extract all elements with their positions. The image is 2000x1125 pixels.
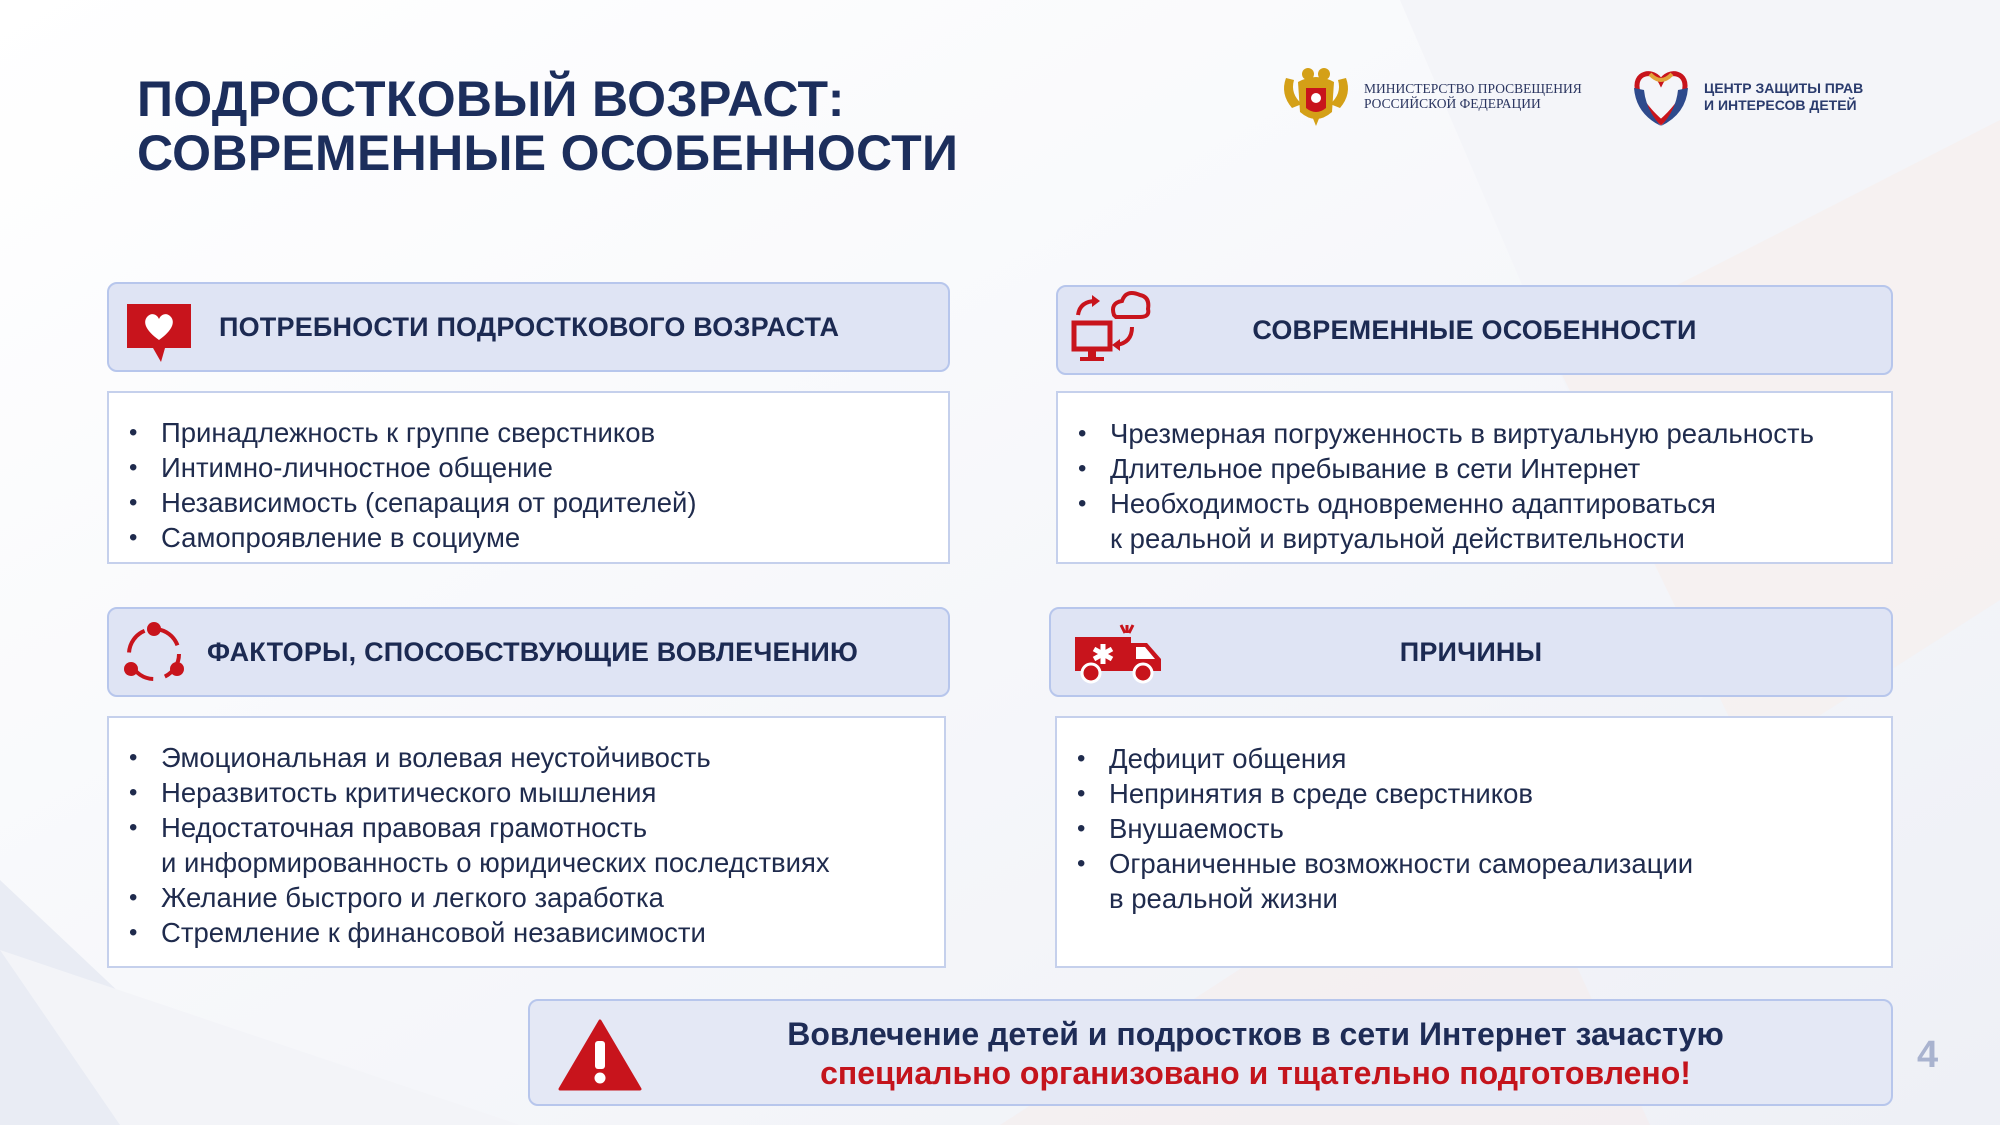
list-item-text: Самопроявление в социуме — [161, 522, 521, 553]
factors-panel-header — [107, 607, 950, 697]
banner-line-1: Вовлечение детей и подростков в сети Интернет зачастую — [787, 1016, 1724, 1052]
list-item-text-cont: и информированность о юридических последствиях — [161, 847, 830, 878]
bullet: • — [1078, 420, 1087, 447]
modern-list — [1058, 416, 1891, 556]
list-item — [1057, 846, 1891, 916]
bullet: • — [129, 814, 138, 841]
factors-heading: ФАКТОРЫ, СПОСОБСТВУЮЩИЕ ВОВЛЕЧЕНИЮ — [207, 636, 859, 667]
ministry-line-2: РОССИЙСКОЙ ФЕДЕРАЦИИ — [1364, 96, 1541, 111]
list-item — [109, 775, 944, 810]
hands-heart-icon — [1628, 64, 1694, 130]
list-item-text: Необходимость одновременно адаптироваться — [1110, 488, 1716, 519]
title-line-2: СОВРЕМЕННЫЕ ОСОБЕННОСТИ — [137, 125, 959, 181]
bullet: • — [129, 524, 138, 551]
list-item — [109, 485, 948, 520]
bullet: • — [1077, 815, 1086, 842]
list-item — [1057, 741, 1891, 776]
list-item-text: Эмоциональная и волевая неустойчивость — [161, 742, 711, 773]
reasons-heading: ПРИЧИНЫ — [1399, 636, 1543, 667]
needs-panel-body — [107, 391, 950, 564]
list-item-text: Принадлежность к группе сверстников — [161, 417, 656, 448]
bullet: • — [129, 454, 138, 481]
bullet: • — [1078, 490, 1087, 517]
needs-heading: ПОТРЕБНОСТИ ПОДРОСТКОВОГО ВОЗРАСТА — [219, 311, 840, 342]
reasons-panel-body — [1055, 716, 1893, 968]
bullet: • — [129, 419, 138, 446]
bullet: • — [1077, 850, 1086, 877]
list-item-text: Ограниченные возможности самореализации — [1109, 848, 1694, 879]
ministry-logo-text — [1364, 81, 1582, 111]
list-item-text-cont: в реальной жизни — [1109, 883, 1338, 914]
modern-heading: СОВРЕМЕННЫЕ ОСОБЕННОСТИ — [1252, 314, 1697, 345]
list-item — [109, 810, 944, 880]
list-item-text: Желание быстрого и легкого заработка — [161, 882, 664, 913]
bullet: • — [129, 744, 138, 771]
list-item-text: Интимно-личностное общение — [161, 452, 553, 483]
bullet: • — [1078, 455, 1087, 482]
list-item-text-cont: к реальной и виртуальной действительности — [1110, 523, 1685, 554]
bullet: • — [129, 884, 138, 911]
list-item-text: Недостаточная правовая грамотность — [161, 812, 648, 843]
list-item-text: Длительное пребывание в сети Интернет — [1110, 453, 1641, 484]
list-item — [1057, 776, 1891, 811]
list-item-text: Дефицит общения — [1109, 743, 1347, 774]
warning-banner — [528, 999, 1893, 1106]
page-title — [137, 72, 958, 180]
heart-chat-icon — [125, 302, 193, 364]
list-item — [1057, 811, 1891, 846]
bullet: • — [129, 779, 138, 806]
banner-line-2: специально организовано и тщательно подготовлено! — [820, 1055, 1691, 1091]
center-line-1: ЦЕНТР ЗАЩИТЫ ПРАВ — [1704, 80, 1864, 96]
list-item-text: Чрезмерная погруженность в виртуальную реальность — [1110, 418, 1814, 449]
center-line-2: И ИНТЕРЕСОВ ДЕТЕЙ — [1704, 97, 1857, 113]
bullet: • — [129, 919, 138, 946]
warning-triangle-icon — [558, 1019, 642, 1091]
banner-text — [640, 1015, 1871, 1093]
factors-panel-body — [107, 716, 946, 968]
needs-list — [109, 415, 948, 555]
needs-panel-header — [107, 282, 950, 372]
list-item-text: Внушаемость — [1109, 813, 1284, 844]
ministry-logo — [1278, 64, 1582, 128]
coat-of-arms-icon — [1278, 64, 1354, 128]
list-item — [109, 740, 944, 775]
reasons-panel-header — [1049, 607, 1893, 697]
list-item-text: Независимость (сепарация от родителей) — [161, 487, 697, 518]
reasons-list — [1057, 741, 1891, 916]
page-number: 4 — [1917, 1034, 1939, 1076]
list-item — [109, 520, 948, 555]
list-item — [1058, 486, 1891, 556]
network-cycle-icon — [121, 621, 187, 687]
bullet: • — [129, 489, 138, 516]
list-item-text: Стремление к финансовой независимости — [161, 917, 706, 948]
list-item-text: Неразвитость критического мышления — [161, 777, 657, 808]
list-item — [1058, 416, 1891, 451]
list-item-text: Непринятия в среде сверстников — [1109, 778, 1534, 809]
list-item — [109, 915, 944, 950]
bullet: • — [1077, 780, 1086, 807]
modern-panel-body — [1056, 391, 1893, 564]
list-item — [109, 450, 948, 485]
list-item — [109, 880, 944, 915]
ministry-line-1: МИНИСТЕРСТВО ПРОСВЕЩЕНИЯ — [1364, 81, 1582, 96]
center-logo — [1628, 64, 1863, 130]
modern-panel-header — [1056, 285, 1893, 375]
list-item — [1058, 451, 1891, 486]
list-item — [109, 415, 948, 450]
bullet: • — [1077, 745, 1086, 772]
title-line-1: ПОДРОСТКОВЫЙ ВОЗРАСТ: — [137, 71, 845, 127]
center-logo-text — [1704, 80, 1863, 114]
factors-list — [109, 740, 944, 950]
